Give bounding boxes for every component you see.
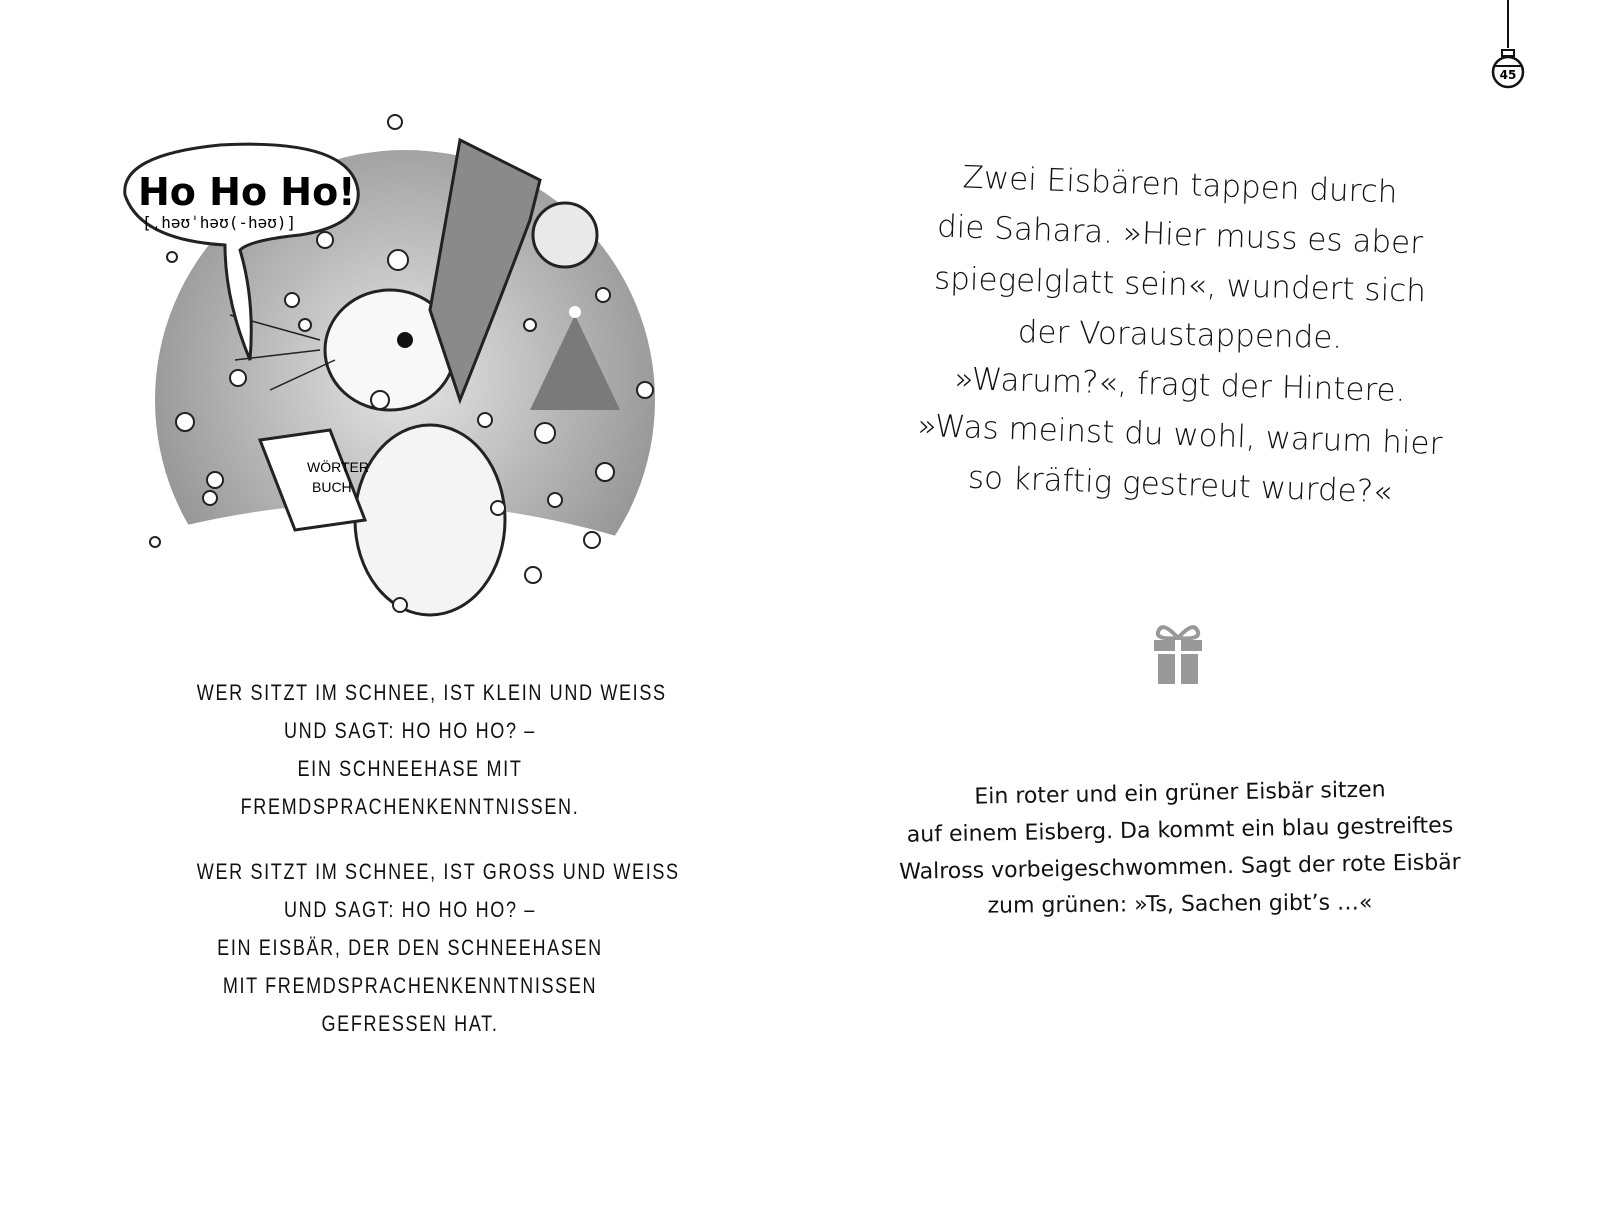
riddle-line: FREMDSPRACHENKENNTNISSEN. xyxy=(240,794,580,819)
gift-icon xyxy=(1150,620,1206,686)
joke-line: Zwei Eisbären tappen durch xyxy=(962,159,1398,211)
joke-line: spiegelglatt sein«, wundert sich xyxy=(933,260,1427,310)
joke-line: auf einem Eisberg. Da kommt ein blau gestreiftes xyxy=(906,813,1454,848)
joke-line: die Sahara. »Hier muss es aber xyxy=(936,208,1424,262)
joke-line: Walross vorbeigeschwommen. Sagt der rote Eisbär xyxy=(899,850,1461,885)
riddle-line: EIN SCHNEEHASE MIT xyxy=(297,756,523,781)
svg-text:BUCH: BUCH xyxy=(312,479,352,495)
riddle-2 xyxy=(196,853,680,1043)
page-number: 45 xyxy=(1499,68,1517,82)
riddle-line: GEFRESSEN HAT. xyxy=(321,1011,499,1036)
riddle-line: WER SITZT IM SCHNEE, IST GROSS UND WEISS xyxy=(196,859,680,884)
riddle-line: UND SAGT: HO HO HO? – xyxy=(284,897,536,922)
riddle-line: EIN EISBÄR, DER DEN SCHNEEHASEN xyxy=(217,935,603,960)
joke-line: so kräftig gestreut wurde?« xyxy=(967,459,1393,511)
joke-line: Ein roter und ein grüner Eisbär sitzen xyxy=(974,777,1386,810)
svg-text:WÖRTER: WÖRTER xyxy=(307,459,369,475)
riddle-line: MIT FREMDSPRACHENKENNTNISSEN xyxy=(222,973,598,998)
riddle-line: WER SITZT IM SCHNEE, IST KLEIN UND WEISS xyxy=(196,680,667,705)
joke-line: der Voraustappende. xyxy=(1017,314,1343,356)
page-number-ornament xyxy=(1490,0,1530,90)
joke-sahara xyxy=(890,160,1470,510)
speech-bubble-phonetic: [ˌhəʊˈhəʊ(-həʊ)] xyxy=(142,213,297,232)
snow-hare-illustration xyxy=(100,100,700,660)
joke-walross xyxy=(890,775,1470,923)
riddle-line: UND SAGT: HO HO HO? – xyxy=(284,718,536,743)
joke-line: »Warum?«, fragt der Hintere. xyxy=(954,361,1406,409)
joke-line: »Was meinst du wohl, warum hier xyxy=(917,407,1443,463)
riddle-1 xyxy=(196,674,667,826)
joke-line: zum grünen: »Ts, Sachen gibt’s …« xyxy=(987,890,1373,919)
speech-bubble-title: Ho Ho Ho! xyxy=(138,170,356,214)
